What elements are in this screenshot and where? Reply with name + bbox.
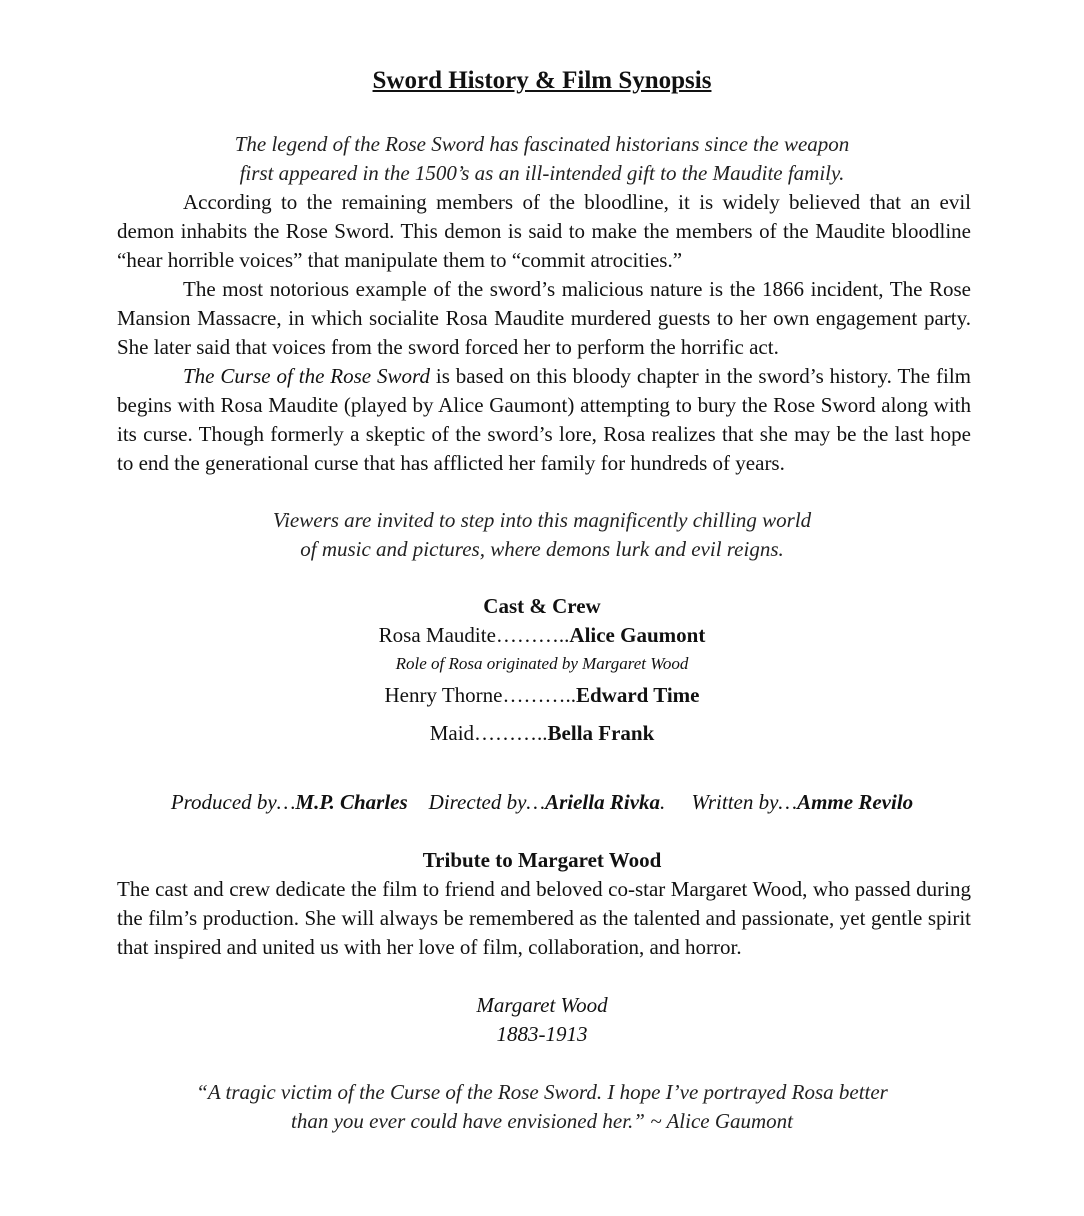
cast-role: Henry Thorne……….. <box>384 683 576 707</box>
synopsis-paragraph: According to the remaining members of the bloodline, it is widely believed that an evil demon inhabits the Rose Sword. This demon is said to make the members of the Maudite bloodline “hear horrible voices” that manipulate them to “commit atrocities.” <box>117 190 971 272</box>
cast-note: Role of Rosa originated by Margaret Wood <box>395 654 689 673</box>
quote-line: than you ever could have envisioned her.” ~ Alice Gaumont <box>290 1109 794 1133</box>
writer-name: Amme Revilo <box>797 790 914 814</box>
intro-line: first appeared in the 1500’s as an ill-intended gift to the Maudite family. <box>239 161 845 185</box>
paragraph-text: is based on this bloody chapter in the sword’s history. The film begins with Rosa Maudite (played by Alice Gaumont) attempting to bury the Rose Sword along with its curse. Though formerly a skeptic of the sword’s lore, Rosa realizes that she may be the last hope to end the generational curse that has afflicted her family for hundreds of years. <box>117 364 971 475</box>
cast-heading: Cast & Crew <box>483 594 601 618</box>
directed-label: Directed by… <box>428 790 546 814</box>
cast-actor: Alice Gaumont <box>569 623 706 647</box>
memoriam-years: 1883-1913 <box>496 1022 588 1046</box>
cast-actor: Bella Frank <box>547 721 655 745</box>
memoriam-block <box>0 991 1084 1049</box>
synopsis-body <box>117 188 971 478</box>
closing-quote <box>0 1078 1084 1136</box>
production-credits <box>0 788 1084 817</box>
quote-line: “A tragic victim of the Curse of the Rose Sword. I hope I’ve portrayed Rosa better <box>196 1080 888 1104</box>
directed-suffix: . <box>660 790 666 814</box>
cast-member <box>0 681 1084 710</box>
closing-line: Viewers are invited to step into this magnificently chilling world <box>272 508 812 532</box>
synopsis-paragraph: The most notorious example of the sword’s malicious nature is the 1866 incident, The Rose Mansion Massacre, in which socialite Rosa Maudite murdered guests to her own engagement party. She later said that voices from the sword forced her to perform the horrific act. <box>117 277 971 359</box>
produced-label: Produced by… <box>170 790 296 814</box>
closing-block <box>0 506 1084 564</box>
cast-actor: Edward Time <box>576 683 700 707</box>
memoriam-name: Margaret Wood <box>476 993 608 1017</box>
cast-role: Rosa Maudite……….. <box>378 623 570 647</box>
tribute-body <box>117 875 971 962</box>
cast-member <box>0 719 1084 748</box>
film-title: The Curse of the Rose Sword <box>183 364 430 388</box>
written-label: Written by… <box>691 790 798 814</box>
cast-section <box>0 592 1084 748</box>
intro-block <box>0 130 1084 188</box>
cast-role: Maid……….. <box>429 721 548 745</box>
closing-line: of music and pictures, where demons lurk and evil reigns. <box>300 537 784 561</box>
intro-line: The legend of the Rose Sword has fascinated historians since the weapon <box>234 132 850 156</box>
director-name: Ariella Rivka <box>545 790 661 814</box>
tribute-paragraph: The cast and crew dedicate the film to friend and beloved co-star Margaret Wood, who passed during the film’s production. She will always be remembered as the talented and passionate, yet gentle spirit that inspired and united us with her love of film, collaboration, and horror. <box>117 877 971 959</box>
producer-name: M.P. Charles <box>295 790 408 814</box>
page-title: Sword History & Film Synopsis <box>372 67 712 94</box>
cast-member <box>0 621 1084 650</box>
tribute-heading: Tribute to Margaret Wood <box>422 848 662 872</box>
synopsis-paragraph <box>117 362 971 478</box>
